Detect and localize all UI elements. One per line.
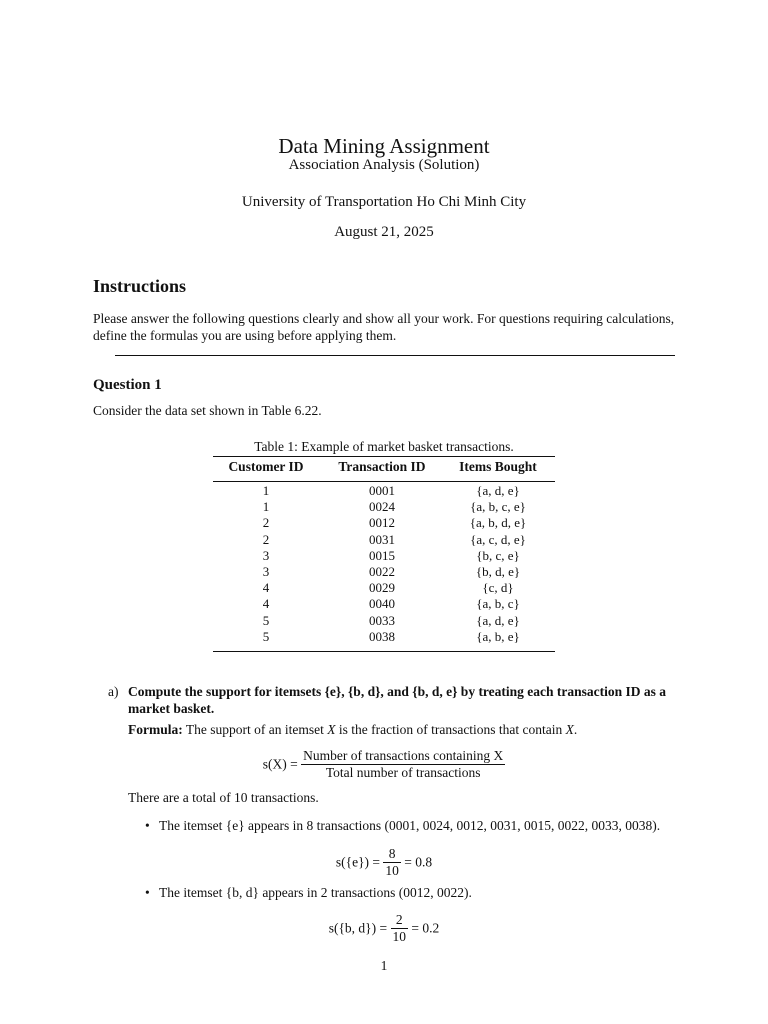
table-cell: {c, d} xyxy=(482,580,514,596)
table-column-customer-id xyxy=(213,483,319,645)
table-column-items-bought xyxy=(443,483,553,645)
instructions-text: Please answer the following questions clearly and show all your work. For questions requiring calculations, define the formulas you are using before applying them. xyxy=(93,311,675,343)
formula-variable: X xyxy=(565,722,574,737)
table-bottom-rule xyxy=(213,651,555,652)
table-cell: 0040 xyxy=(369,596,395,612)
table-cell: 0029 xyxy=(369,580,395,596)
formula-text: The support of an itemset xyxy=(185,722,324,737)
table-cell: {a, d, e} xyxy=(476,483,520,498)
table-cell: 0031 xyxy=(369,531,395,547)
table-cell: {a, b, c} xyxy=(476,596,520,612)
table-cell: {b, d, e} xyxy=(475,564,521,580)
table-cell: 2 xyxy=(262,515,270,531)
equation-lhs: s(X) = xyxy=(262,756,298,772)
table-header-rule xyxy=(213,481,555,482)
table-cell: 5 xyxy=(262,628,270,644)
equation-fraction xyxy=(383,846,401,879)
equation-rhs: = 0.2 xyxy=(411,920,440,936)
formula-definition xyxy=(128,722,577,738)
bullet-item-bd: The itemset {b, d} appears in 2 transactions (0012, 0022). xyxy=(159,885,472,900)
horizontal-rule xyxy=(115,355,675,356)
support-bd-equation xyxy=(0,912,768,945)
fraction-denominator: Total number of transactions xyxy=(301,764,505,781)
equation-fraction xyxy=(301,748,505,781)
fraction-numerator: Number of transactions containing X xyxy=(303,748,504,763)
instructions-heading: Instructions xyxy=(93,276,187,296)
table-cell: 3 xyxy=(262,564,270,580)
formula-end: . xyxy=(573,722,578,737)
table-cell: 0015 xyxy=(369,547,395,563)
table-header-items-bought: Items Bought xyxy=(459,459,537,474)
table-cell: 3 xyxy=(262,547,270,563)
table-cell: {a, b, e} xyxy=(476,628,520,644)
table-caption: Table 1: Example of market basket transactions. xyxy=(254,439,514,454)
equation-rhs: = 0.8 xyxy=(404,854,433,870)
formula-variable: X xyxy=(327,722,336,737)
question-1-heading: Question 1 xyxy=(93,377,162,393)
bullet-item-e: The itemset {e} appears in 8 transactions (0001, 0024, 0012, 0031, 0015, 0022, 0033, 0038). xyxy=(159,818,661,833)
part-a-marker: a) xyxy=(108,684,119,699)
table-cell: 0024 xyxy=(369,499,395,515)
equation-lhs: s({e}) = xyxy=(335,854,381,870)
table-cell: 4 xyxy=(262,580,270,596)
formula-label: Formula: xyxy=(128,722,183,737)
fraction-denominator: 10 xyxy=(385,863,399,878)
table-cell: 2 xyxy=(262,531,270,547)
table-cell: {a, c, d, e} xyxy=(470,531,526,547)
university-name: University of Transportation Ho Chi Minh City xyxy=(241,194,527,210)
table-header-transaction-id: Transaction ID xyxy=(338,459,426,474)
table-column-transaction-id xyxy=(323,483,441,645)
table-cell: 5 xyxy=(262,612,270,628)
equation-fraction xyxy=(391,912,409,945)
support-formula-equation xyxy=(0,748,768,781)
total-transactions-text: There are a total of 10 transactions. xyxy=(128,790,319,805)
part-a-question: Compute the support for itemsets {e}, {b, d}, and {b, d, e} by treating each transaction ID as a market basket. xyxy=(128,684,667,716)
table-cell: 4 xyxy=(262,596,270,612)
question-1-intro: Consider the data set shown in Table 6.22. xyxy=(93,403,322,418)
fraction-numerator: 8 xyxy=(388,846,396,861)
document-title: Data Mining Assignment xyxy=(278,134,490,158)
table-cell: 0001 xyxy=(369,483,395,498)
fraction-denominator: 10 xyxy=(392,929,407,944)
bullet-icon: • xyxy=(145,818,150,833)
fraction-numerator: 2 xyxy=(395,912,403,927)
bullet-icon: • xyxy=(145,885,150,900)
table-cell: {a, b, c, e} xyxy=(470,499,526,515)
table-cell: 1 xyxy=(262,499,270,515)
table-cell: 0038 xyxy=(369,628,395,644)
table-top-rule xyxy=(213,456,555,457)
table-cell: {b, c, e} xyxy=(476,547,520,563)
equation-lhs: s({b, d}) = xyxy=(328,920,388,936)
table-cell: {a, b, d, e} xyxy=(469,515,527,531)
table-cell: 1 xyxy=(262,483,270,498)
table-cell: 0012 xyxy=(369,515,395,531)
table-cell: 0022 xyxy=(369,564,395,580)
table-header-customer-id: Customer ID xyxy=(228,459,304,474)
table-cell: 0033 xyxy=(369,612,395,628)
support-e-equation xyxy=(0,846,768,879)
document-date: August 21, 2025 xyxy=(334,224,434,240)
page-number: 1 xyxy=(380,958,388,973)
table-cell: {a, d, e} xyxy=(476,612,520,628)
formula-text: is the fraction of transactions that contain xyxy=(338,722,563,737)
document-subtitle: Association Analysis (Solution) xyxy=(288,157,480,173)
